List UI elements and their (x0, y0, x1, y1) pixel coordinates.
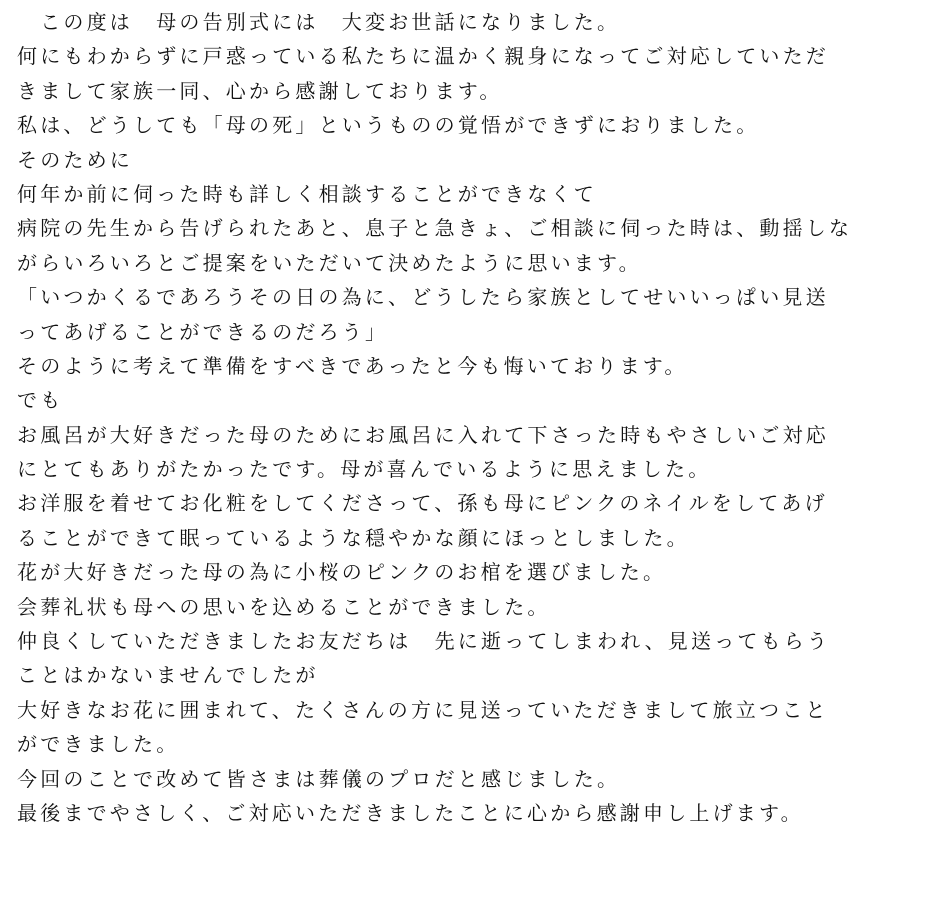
letter-line-10: ってあげることができるのだろう」 (17, 319, 389, 344)
letter-line-9: 「いつかくるであろうその日の為に、どうしたら家族としてせいいっぱい見送 (17, 285, 829, 310)
letter-line-5: そのために (17, 147, 133, 172)
letter-line-15: お洋服を着せてお化粧をしてくださって、孫も母にピンクのネイルをしてあげ (17, 491, 828, 516)
letter-line-20: ことはかないませんでしたが (17, 663, 319, 688)
letter-line-4: 私は、どうしても「母の死」というものの覚悟ができずにおりました。 (17, 113, 760, 138)
letter-line-16: ることができて眠っているような穏やかな顔にほっとしました。 (17, 525, 690, 550)
letter-line-11: そのように考えて準備をすべきであったと今も悔いております。 (17, 353, 688, 378)
letter-line-19: 仲良くしていただきましたお友だちは 先に逝ってしまわれ、見送ってもらう (17, 629, 831, 654)
letter-line-24: 最後までやさしく、ご対応いただきましたことに心から感謝申し上げます。 (17, 800, 804, 825)
letter-line-1: この度は 母の告別式には 大変お世話になりました。 (17, 10, 621, 34)
letter-line-6: 何年か前に伺った時も詳しく相談することができなくて (17, 181, 597, 206)
letter-line-23: 今回のことで改めて皆さまは葬儀のプロだと感じました。 (17, 766, 621, 791)
letter-body (17, 5, 917, 830)
letter-line-2: 何にもわからずに戸惑っている私たちに温かく親身になってご対応していただ (17, 44, 829, 69)
letter-line-13: お風呂が大好きだった母のためにお風呂に入れて下さった時もやさしいご対応 (17, 422, 829, 447)
letter-line-7: 病院の先生から告げられたあと、息子と急きょ、ご相談に伺った時は、動揺しな (17, 216, 853, 241)
letter-line-21: 大好きなお花に囲まれて、たくさんの方に見送っていただきまして旅立つこと (17, 697, 829, 722)
letter-line-17: 花が大好きだった母の為に小桜のピンクのお棺を選びました。 (17, 560, 667, 585)
letter-line-22: ができました。 (17, 732, 180, 757)
letter-line-8: がらいろいろとご提案をいただいて決めたように思います。 (17, 250, 642, 275)
letter-line-12: でも (17, 388, 64, 413)
letter-line-18: 会葬礼状も母への思いを込めることができました。 (17, 594, 551, 619)
letter-line-14: にとてもありがたかったです。母が喜んでいるように思えました。 (17, 457, 712, 482)
letter-line-3: きまして家族一同、心から感謝しております。 (17, 78, 503, 103)
